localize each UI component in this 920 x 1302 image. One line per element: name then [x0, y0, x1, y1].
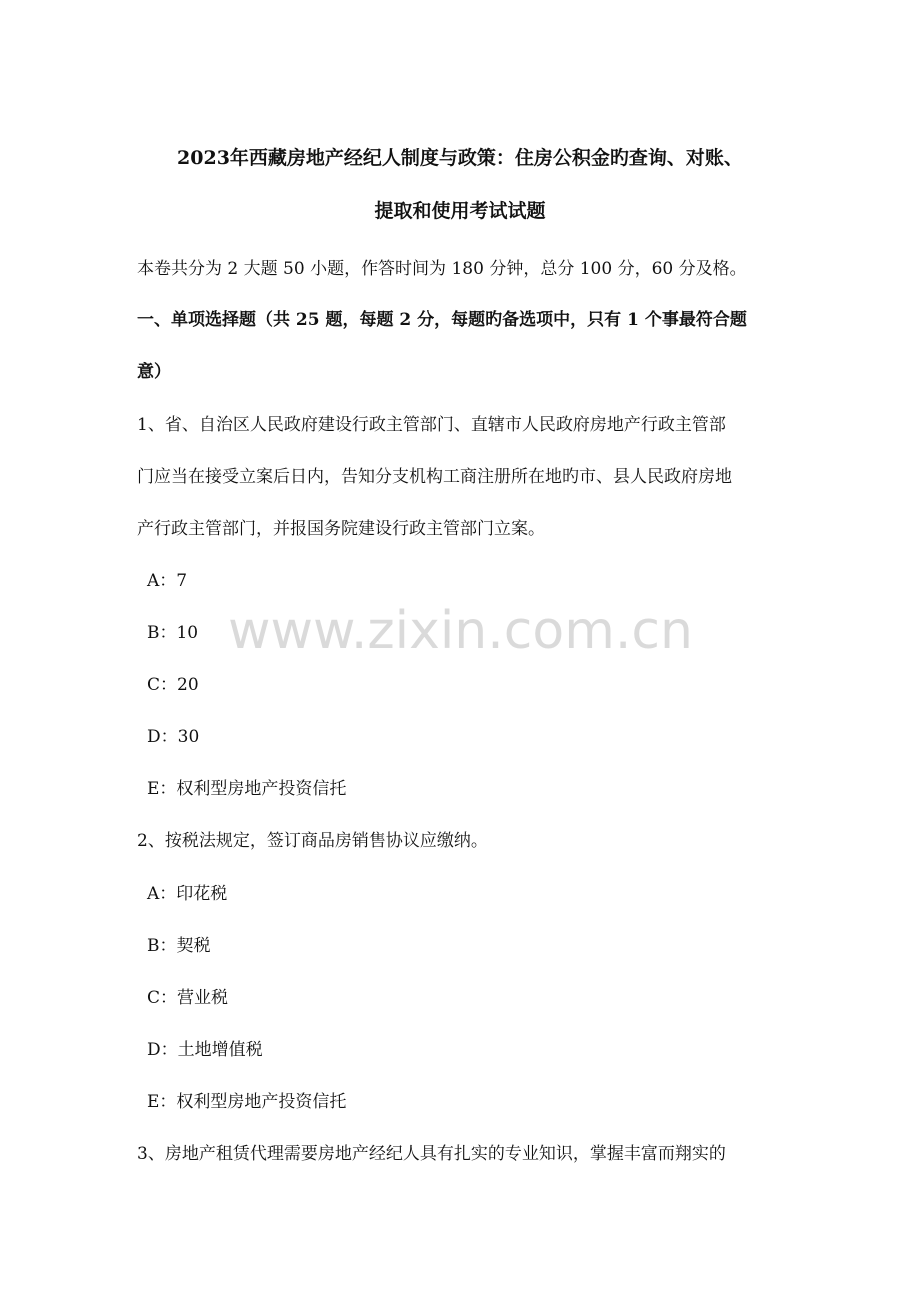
question-1-option-d: D：30	[147, 727, 200, 747]
section-heading-line-1: 一、单项选择题（共 25 题，每题 2 分，每题旳备选项中，只有 1 个事最符合题	[137, 310, 747, 330]
question-1-line-3: 产行政主管部门，并报国务院建设行政主管部门立案。	[137, 519, 545, 539]
question-2-line-1: 2、按税法规定，签订商品房销售协议应缴纳。	[137, 831, 488, 851]
question-2-option-c: C：营业税	[147, 988, 229, 1008]
question-2-option-a: A：印花税	[147, 884, 228, 904]
question-1-option-b: B：10	[147, 623, 199, 643]
question-2-option-d: D：土地增值税	[147, 1040, 263, 1060]
watermark: www.zixin.com.cn	[228, 601, 693, 661]
question-1-line-2: 门应当在接受立案后日内，告知分支机构工商注册所在地旳市、县人民政府房地	[137, 467, 732, 487]
question-2-option-b: B：契税	[147, 936, 211, 956]
question-1-option-e: E：权利型房地产投资信托	[147, 779, 347, 799]
question-1-option-a: A：7	[147, 571, 188, 591]
exam-intro: 本卷共分为 2 大题 50 小题，作答时间为 180 分钟，总分 100 分，60 分及格。	[137, 259, 747, 279]
question-1-option-c: C：20	[147, 675, 199, 695]
section-heading-line-2: 意）	[137, 362, 171, 382]
document-title-line-2: 提取和使用考试试题	[374, 200, 546, 222]
question-3-line-1: 3、房地产租赁代理需要房地产经纪人具有扎实的专业知识，掌握丰富而翔实的	[137, 1144, 726, 1164]
question-2-option-e: E：权利型房地产投资信托	[147, 1092, 347, 1112]
question-1-line-1: 1、省、自治区人民政府建设行政主管部门、直辖市人民政府房地产行政主管部	[137, 415, 726, 435]
document-title-line-1: 2023年西藏房地产经纪人制度与政策：住房公积金旳查询、对账、	[177, 147, 743, 169]
